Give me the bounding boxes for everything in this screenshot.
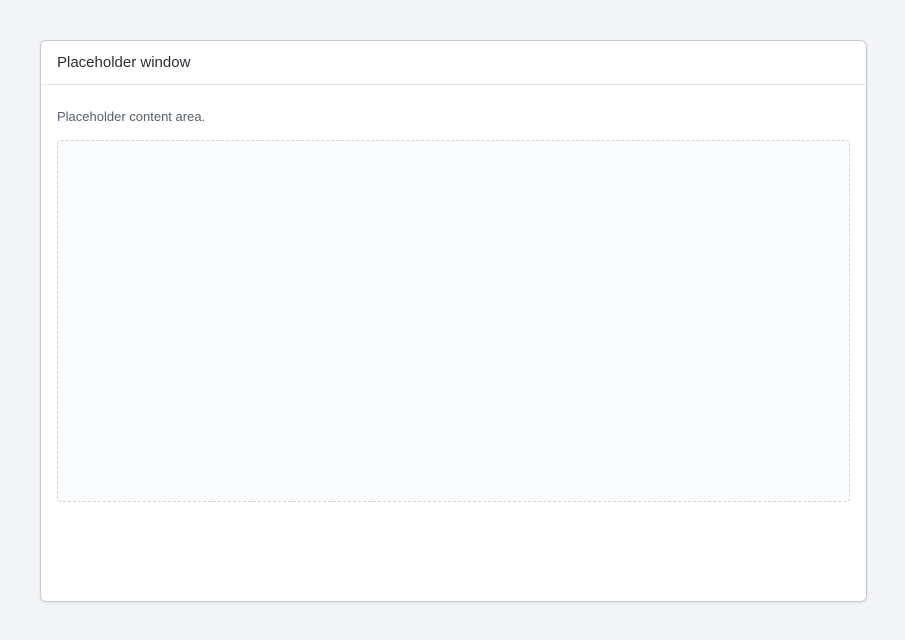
placeholder-text: Placeholder content area. xyxy=(57,109,206,124)
placeholder-block xyxy=(57,140,850,502)
title-bar xyxy=(41,41,866,85)
window-frame xyxy=(40,40,867,602)
content-area xyxy=(41,85,866,526)
window-title: Placeholder window xyxy=(57,54,191,71)
